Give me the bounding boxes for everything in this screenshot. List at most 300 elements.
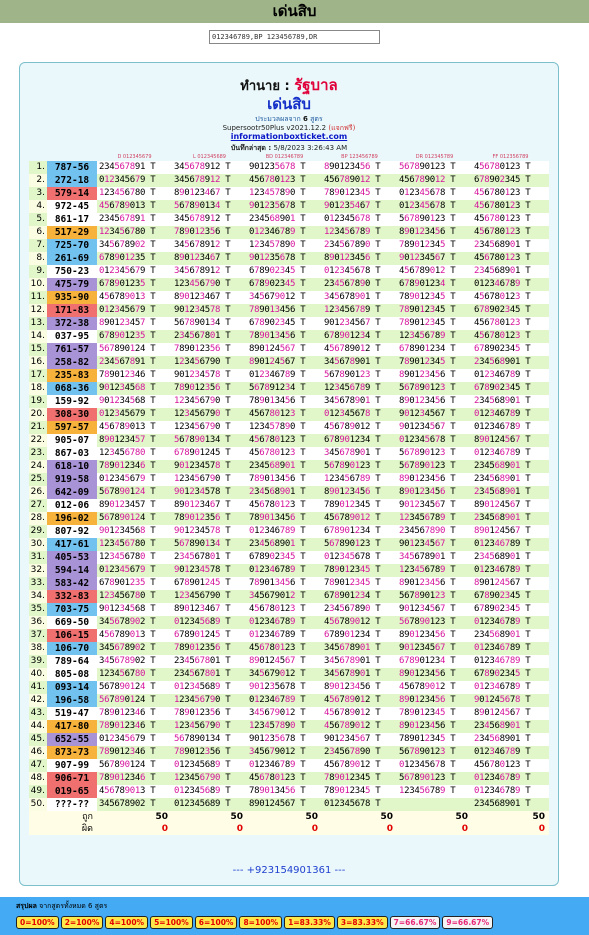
table-row xyxy=(29,239,549,252)
formula-cell: 012346789 T xyxy=(472,785,549,798)
formula-value: 012345689 xyxy=(174,617,221,627)
summary-badge: 3=83.33% xyxy=(337,916,388,929)
formula-cell: 012345678 T xyxy=(322,551,397,564)
table-row xyxy=(29,759,549,772)
formula-cell: 567890123 T xyxy=(397,447,472,460)
draw-number: 761-57 xyxy=(47,343,97,356)
row-index: 4. xyxy=(29,200,47,213)
col-header: DR 012345789 xyxy=(415,154,454,160)
table-row xyxy=(29,213,549,226)
formula-cell: 012345689 T xyxy=(172,616,247,629)
table-row xyxy=(29,291,549,304)
formula-value: 456789012 xyxy=(324,422,371,432)
formula-cell: 678901234 T xyxy=(322,434,397,447)
formula-cell: 012345689 T xyxy=(172,681,247,694)
formula-cell: 901235678 T xyxy=(247,200,322,213)
draw-number: 652-55 xyxy=(47,733,97,746)
formula-value: 890123457 xyxy=(99,500,146,510)
formula-cell: 890123456 T xyxy=(397,369,472,382)
table-row xyxy=(29,174,549,187)
formula-value: 456789012 xyxy=(399,266,446,276)
table-row xyxy=(29,772,549,785)
formula-cell: 123456780 T xyxy=(97,538,172,551)
formula-value: 123456790 xyxy=(174,409,221,419)
formula-value: 012346789 xyxy=(474,656,521,666)
row-index: 46. xyxy=(30,747,45,757)
site-link[interactable]: informationboxticket.com xyxy=(230,132,348,141)
draw-number: 196-02 xyxy=(47,512,97,525)
draw-number: 750-23 xyxy=(47,265,97,278)
miss-count: 0 xyxy=(247,823,322,835)
formula-value: 678902345 xyxy=(474,383,521,393)
row-index: 42. xyxy=(30,695,45,705)
formula-cell: 456789013 T xyxy=(97,629,172,642)
summary-badge: 5=100% xyxy=(150,916,193,929)
draw-number: 159-92 xyxy=(47,395,97,408)
formula-cell: 789013456 T xyxy=(247,512,322,525)
formula-cell: 123456789 T xyxy=(322,382,397,395)
formula-cell: 890123457 T xyxy=(97,317,172,330)
formula-value: 123456790 xyxy=(174,474,221,484)
formula-cell: 890124567 T xyxy=(472,525,549,538)
formula-cell: 789012345 T xyxy=(397,291,472,304)
formula-cell: 678902345 T xyxy=(247,317,322,330)
formula-cell: 678901234 T xyxy=(397,343,472,356)
formula-value: 123456789 xyxy=(399,565,446,575)
formula-cell: 456780123 T xyxy=(247,642,322,655)
formula-value: 012345678 xyxy=(399,435,446,445)
formula-cell: 123456790 T xyxy=(172,408,247,421)
formula-cell: 789012356 T xyxy=(172,226,247,239)
summary-badge: 8=100% xyxy=(239,916,282,929)
saved-label: บันทึกล่าสุด : xyxy=(230,144,272,152)
formula-cell: 890123457 T xyxy=(97,499,172,512)
formula-cell: 123456780 T xyxy=(97,551,172,564)
formula-value: 678901234 xyxy=(399,344,446,354)
formula-value: 345678901 xyxy=(399,552,446,562)
formula-cell: 123456790 T xyxy=(172,356,247,369)
draw-number: 789-64 xyxy=(47,655,97,668)
formula-value: 456780123 xyxy=(249,409,296,419)
table-row xyxy=(29,356,549,369)
row-index: 47. xyxy=(30,760,45,770)
formula-cell: 678902345 T xyxy=(247,265,322,278)
formula-value: 345678901 xyxy=(324,656,371,666)
formula-value: 234568901 xyxy=(474,734,521,744)
formula-value: 567890123 xyxy=(324,461,371,471)
formula-cell: 345678912 T xyxy=(172,161,247,174)
formula-cell: 345678901 T xyxy=(322,291,397,304)
formula-cell: 123456780 T xyxy=(97,447,172,460)
table-row xyxy=(29,798,549,811)
formula-value: 456780123 xyxy=(474,331,521,341)
formula-value: 789012346 xyxy=(99,708,146,718)
formula-cell: 345678902 T xyxy=(97,616,172,629)
formula-value: 890123456 xyxy=(399,695,446,705)
formula-value: 678901234 xyxy=(324,331,371,341)
formula-cell: 567890124 T xyxy=(97,486,172,499)
formula-value: 901245678 xyxy=(474,695,521,705)
draw-number: 618-10 xyxy=(47,460,97,473)
formula-value: 456789012 xyxy=(324,760,371,770)
formula-cell: 678901235 T xyxy=(97,278,172,291)
formula-cell: 012345678 T xyxy=(322,408,397,421)
formula-value: 234568901 xyxy=(474,487,521,497)
formula-value: 789012345 xyxy=(399,305,446,315)
formula-cell: 234567890 T xyxy=(322,746,397,759)
formula-cell: 678901235 T xyxy=(97,252,172,265)
row-index: 23. xyxy=(30,448,45,458)
formula-cell: 890123456 T xyxy=(397,720,472,733)
formula-value: 012346789 xyxy=(249,526,296,536)
formula-cell: 890123456 T xyxy=(397,629,472,642)
formula-cell: 456789012 T xyxy=(397,681,472,694)
formula-value: 234568901 xyxy=(474,396,521,406)
formula-cell: 234568901 T xyxy=(247,538,322,551)
formula-value: 901234578 xyxy=(174,461,221,471)
formula-cell: 345679012 T xyxy=(247,590,322,603)
formula-cell: 012345679 T xyxy=(97,733,172,746)
formula-value: 234568901 xyxy=(249,487,296,497)
formula-cell: 789013456 T xyxy=(247,330,322,343)
formula-cell: 234567890 T xyxy=(322,278,397,291)
summary-badge: 7=66.67% xyxy=(390,916,441,929)
formula-value: 567890124 xyxy=(99,344,146,354)
formula-value: 123456780 xyxy=(99,188,146,198)
formula-cell: 901234567 T xyxy=(397,603,472,616)
formula-value: 123456789 xyxy=(324,227,371,237)
formula-value: 901234567 xyxy=(399,539,446,549)
formula-value: 012346789 xyxy=(249,227,296,237)
formula-cell: 567890123 T xyxy=(397,772,472,785)
formula-value: 789012345 xyxy=(324,565,371,575)
formula-value: 567890134 xyxy=(174,435,221,445)
formula-value: 789012345 xyxy=(399,318,446,328)
formula-value: 234568901 xyxy=(474,266,521,276)
formula-cell: 789012345 T xyxy=(397,356,472,369)
formula-value: 012346789 xyxy=(249,630,296,640)
formula-cell: 901234567 T xyxy=(322,317,397,330)
formula-value: 234568901 xyxy=(474,357,521,367)
miss-count: 0 xyxy=(97,823,172,835)
table-row xyxy=(29,421,549,434)
draw-number: 703-75 xyxy=(47,603,97,616)
formula-value: 012346789 xyxy=(474,617,521,627)
formula-cell: 901235467 T xyxy=(322,200,397,213)
formula-value: 345678902 xyxy=(99,656,146,666)
formula-cell: 345678902 T xyxy=(97,642,172,655)
draw-number: 417-80 xyxy=(47,720,97,733)
row-index: 11. xyxy=(30,292,45,302)
process-count: 6 xyxy=(303,115,308,123)
row-index: 40. xyxy=(30,669,45,679)
row-index: 9. xyxy=(29,265,47,278)
formula-cell: 789012345 T xyxy=(322,564,397,577)
formula-cell: 789012345 T xyxy=(397,304,472,317)
formula-value: 678901234 xyxy=(324,526,371,536)
formula-value: 789012345 xyxy=(399,708,446,718)
row-index: 12. xyxy=(30,305,45,315)
formula-cell: 345678902 T xyxy=(97,798,172,811)
formula-value: 345678902 xyxy=(99,617,146,627)
formula-cell: 123456790 T xyxy=(172,395,247,408)
formula-cell: 234568901 T xyxy=(472,395,549,408)
formula-value: 456789012 xyxy=(324,695,371,705)
formula-cell: 567890123 T xyxy=(322,460,397,473)
formula-value: 789012345 xyxy=(324,786,371,796)
formula-input[interactable] xyxy=(209,30,380,44)
formula-value: 890123456 xyxy=(324,682,371,692)
formula-value: 123456790 xyxy=(174,396,221,406)
formula-cell: 123456780 T xyxy=(97,590,172,603)
formula-cell: 901245678 T xyxy=(472,694,549,707)
formula-value: 456780123 xyxy=(474,201,521,211)
formula-cell: 789012346 T xyxy=(97,369,172,382)
row-index: 3. xyxy=(29,187,47,200)
formula-value: 456789012 xyxy=(324,721,371,731)
formula-cell: 890123456 T xyxy=(397,473,472,486)
formula-cell: 234567890 T xyxy=(397,525,472,538)
row-index: 44. xyxy=(30,721,45,731)
row-index: 39. xyxy=(30,656,45,666)
formula-cell: 567890124 T xyxy=(97,343,172,356)
formula-cell: 567891234 T xyxy=(247,382,322,395)
formula-value: 234568901 xyxy=(249,214,296,224)
formula-value: 456789012 xyxy=(324,175,371,185)
row-index: 22. xyxy=(30,435,45,445)
formula-cell: 890123467 T xyxy=(172,187,247,200)
formula-cell: 567890124 T xyxy=(97,694,172,707)
formula-value: 012346789 xyxy=(474,786,521,796)
formula-cell: 456780123 T xyxy=(247,174,322,187)
formula-cell: 456789012 T xyxy=(322,720,397,733)
formula-value: 234568901 xyxy=(249,461,296,471)
formula-cell: 234567891 T xyxy=(97,161,172,174)
formula-cell: 678902345 T xyxy=(472,304,549,317)
hit-count: 50 xyxy=(322,811,397,823)
formula-value: 789012345 xyxy=(324,578,371,588)
formula-value: 789012356 xyxy=(174,747,221,757)
formula-cell: 123456789 T xyxy=(397,330,472,343)
formula-value: 012345679 xyxy=(99,305,146,315)
formula-value: 890123456 xyxy=(399,669,446,679)
formula-cell: 012346789 T xyxy=(247,369,322,382)
formula-cell: 012346789 T xyxy=(472,538,549,551)
formula-value: 567890123 xyxy=(399,461,446,471)
formula-cell: 901234567 T xyxy=(322,733,397,746)
formula-value: 890124567 xyxy=(474,578,521,588)
formula-cell: 234568901 T xyxy=(472,265,549,278)
draw-number: 332-83 xyxy=(47,590,97,603)
formula-value: 123456790 xyxy=(174,279,221,289)
formula-value: 012346789 xyxy=(249,760,296,770)
draw-number: 372-38 xyxy=(47,317,97,330)
row-index: 33. xyxy=(30,578,45,588)
formula-cell: 123457890 T xyxy=(247,187,322,200)
draw-number: 579-14 xyxy=(47,187,97,200)
draw-number: 583-42 xyxy=(47,577,97,590)
formula-value: 345678901 xyxy=(324,396,371,406)
formula-value: 456780123 xyxy=(474,188,521,198)
summary-footer xyxy=(0,897,589,935)
formula-value: 456780123 xyxy=(474,162,521,172)
formula-value: 567890123 xyxy=(399,383,446,393)
formula-value: 678902345 xyxy=(249,552,296,562)
formula-value: 890123467 xyxy=(174,253,221,263)
formula-cell: 567890123 T xyxy=(322,538,397,551)
formula-value: 234567891 xyxy=(99,214,146,224)
col-header: BP 123456789 xyxy=(341,154,378,160)
formula-cell: 678901234 T xyxy=(322,525,397,538)
formula-value: 234568901 xyxy=(474,461,521,471)
draw-number: 669-50 xyxy=(47,616,97,629)
formula-cell: 456780123 T xyxy=(472,759,549,772)
formula-cell: 234568901 T xyxy=(472,460,549,473)
table-row xyxy=(29,499,549,512)
formula-cell: 456789012 T xyxy=(397,174,472,187)
formula-cell: 456780123 T xyxy=(472,200,549,213)
formula-value: 678902345 xyxy=(474,591,521,601)
formula-cell: 456780123 T xyxy=(247,772,322,785)
formula-cell: 012345689 T xyxy=(172,785,247,798)
formula-cell: 456780123 T xyxy=(472,317,549,330)
formula-value: 567890123 xyxy=(399,747,446,757)
formula-cell: 678901235 T xyxy=(97,330,172,343)
formula-cell: 678901245 T xyxy=(172,577,247,590)
formula-value: 678901234 xyxy=(324,630,371,640)
formula-cell: 123456790 T xyxy=(172,720,247,733)
formula-value: 789012356 xyxy=(174,708,221,718)
formula-value: 789012345 xyxy=(399,734,446,744)
row-index: 31. xyxy=(30,552,45,562)
formula-value: 012345679 xyxy=(99,266,146,276)
formula-cell: 890123456 T xyxy=(322,252,397,265)
table-row xyxy=(29,603,549,616)
summary-desc: จากสูตรทั้งหมด 6 สูตร xyxy=(39,902,108,910)
formula-cell: 123456789 T xyxy=(397,512,472,525)
draw-number: 907-99 xyxy=(47,759,97,772)
formula-value: 890124567 xyxy=(249,357,296,367)
row-index: 8. xyxy=(29,252,47,265)
formula-cell: 012345679 T xyxy=(97,265,172,278)
formula-cell: 345678901 T xyxy=(397,551,472,564)
formula-cell: 234568901 T xyxy=(472,356,549,369)
formula-cell: 901235678 T xyxy=(247,733,322,746)
formula-value: 456789013 xyxy=(99,422,146,432)
formula-cell: 012346789 T xyxy=(472,421,549,434)
formula-cell: 456780123 T xyxy=(472,291,549,304)
formula-value: 123456790 xyxy=(174,773,221,783)
formula-cell: 234567801 T xyxy=(172,551,247,564)
formula-cell: 567890123 T xyxy=(397,616,472,629)
formula-cell: 456780123 T xyxy=(247,447,322,460)
formula-value: 890124567 xyxy=(474,500,521,510)
formula-value: 123456789 xyxy=(324,305,371,315)
formula-cell: 567890123 T xyxy=(397,382,472,395)
formula-cell: 890123457 T xyxy=(97,434,172,447)
row-index: 14. xyxy=(30,331,45,341)
formula-value: 123457890 xyxy=(249,422,296,432)
formula-value: 789013456 xyxy=(249,786,296,796)
formula-value: 901234568 xyxy=(99,526,146,536)
formula-cell: 789013456 T xyxy=(247,577,322,590)
formula-cell: 678901245 T xyxy=(172,447,247,460)
formula-value: 123456780 xyxy=(99,669,146,679)
formula-cell: 678902345 T xyxy=(472,603,549,616)
formula-cell: 456780123 T xyxy=(472,161,549,174)
table-row xyxy=(29,512,549,525)
formula-cell: 789012356 T xyxy=(172,382,247,395)
formula-cell: 234567801 T xyxy=(172,668,247,681)
formula-cell: 789012345 T xyxy=(397,733,472,746)
table-row xyxy=(29,551,549,564)
formula-cell: 567890123 T xyxy=(397,460,472,473)
row-index: 10. xyxy=(30,279,45,289)
row-index: 45. xyxy=(30,734,45,744)
formula-cell: 234567890 T xyxy=(322,239,397,252)
summary-badge: 4=100% xyxy=(105,916,148,929)
hit-count: 50 xyxy=(247,811,322,823)
formula-value: 789012356 xyxy=(174,227,221,237)
formula-cell: 789012356 T xyxy=(172,343,247,356)
formula-value: 901235678 xyxy=(249,253,296,263)
table-body xyxy=(29,161,549,811)
formula-cell: 456789012 T xyxy=(322,707,397,720)
draw-number: 475-79 xyxy=(47,278,97,291)
formula-cell: 890124567 T xyxy=(247,798,322,811)
formula-cell: 789012356 T xyxy=(172,746,247,759)
row-index: 5. xyxy=(29,213,47,226)
formula-cell: 901234578 T xyxy=(172,525,247,538)
formula-cell: 234568901 T xyxy=(247,486,322,499)
formula-value: 456789012 xyxy=(399,682,446,692)
formula-value: 789013456 xyxy=(249,396,296,406)
formula-value: 901234567 xyxy=(399,253,446,263)
formula-cell: 901234567 T xyxy=(397,408,472,421)
formula-cell: 456789012 T xyxy=(322,694,397,707)
formula-value: 012345679 xyxy=(99,409,146,419)
formula-cell: 012346789 T xyxy=(247,759,322,772)
formula-cell: 890123467 T xyxy=(172,603,247,616)
draw-number: 642-09 xyxy=(47,486,97,499)
formula-value: 567890123 xyxy=(324,539,371,549)
formula-cell: 456780123 T xyxy=(472,252,549,265)
table-row xyxy=(29,694,549,707)
formula-value: 012345689 xyxy=(174,760,221,770)
formula-value: 567890123 xyxy=(399,591,446,601)
formula-value: 678902345 xyxy=(474,305,521,315)
formula-cell: 123456790 T xyxy=(172,590,247,603)
row-index: 43. xyxy=(30,708,45,718)
formula-value: 456789013 xyxy=(99,630,146,640)
row-index: 25. xyxy=(30,474,45,484)
summary-badges xyxy=(16,910,586,929)
formula-cell: 678902345 T xyxy=(472,382,549,395)
formula-cell: 890124567 T xyxy=(472,577,549,590)
formula-value: 789013456 xyxy=(249,305,296,315)
version-note: (แจกฟรี) xyxy=(328,124,356,132)
table-row xyxy=(29,278,549,291)
formula-value: 456789013 xyxy=(99,292,146,302)
card-title: เด่นสิบ xyxy=(267,95,311,113)
formula-value: 678902345 xyxy=(249,266,296,276)
formula-value: 567890124 xyxy=(99,513,146,523)
formula-value: 234567801 xyxy=(174,656,221,666)
table-row xyxy=(29,252,549,265)
formula-cell: 234568901 T xyxy=(472,239,549,252)
formula-cell: 012345689 T xyxy=(172,798,247,811)
formula-value: 012345679 xyxy=(99,565,146,575)
